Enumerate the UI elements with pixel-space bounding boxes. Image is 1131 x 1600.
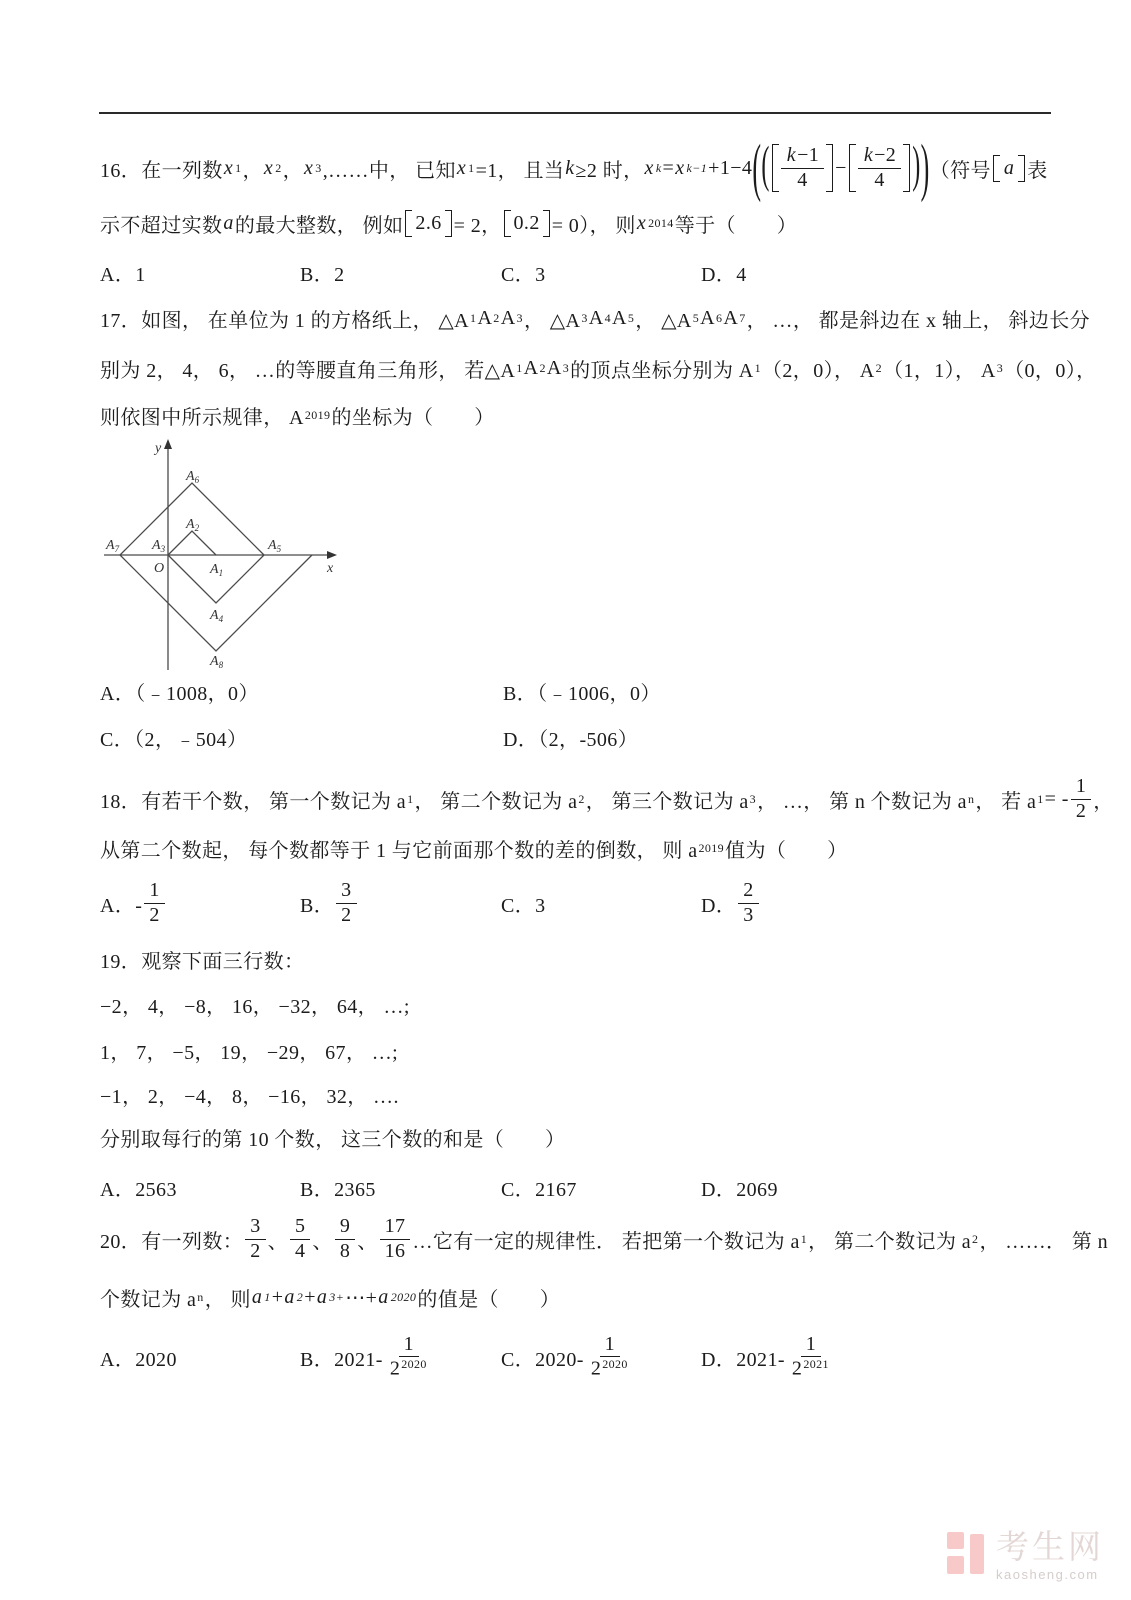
point-label-a7: $A_7$ <box>106 538 120 554</box>
question-16-line-1: 16．在一列数 x 1 ， x 2 ， x 3 ,……中， 已知 x 1 =1， 且当 k ≥2 时， x k = x k−1 +1−4 ( ( $\frac{k-1}{4}$ − $\frac{k-2}{4}$ ) ) （符号 a 表 <box>100 131 1048 204</box>
q20-option-a: A．2020 <box>100 1348 177 1371</box>
q16-option-a: A．1 <box>100 263 146 286</box>
logo-mark-tiles <box>947 1532 984 1574</box>
q17-option-d: D．（2，-506） <box>503 728 639 751</box>
question-19-options <box>100 1166 778 1208</box>
question-19-sequence-row-3: −1， 2， −4， 8， −16， 32， …. <box>100 1085 399 1108</box>
q19-option-a: A．2563 <box>100 1178 177 1201</box>
watermark-site-name: 考生网 <box>996 1530 1104 1566</box>
x-axis-label: x <box>327 561 334 576</box>
question-18-line-1: 18．有若干个数， 第一个数记为 a 1 ， 第二个数记为 a 2 ， 第三个数记为 a 3 ， …， 第 n 个数记为 a n ， 若 a 1 = - $\frac{1}{2}$ ， <box>100 774 1114 822</box>
q16-option-d: D．4 <box>701 263 747 286</box>
q19-option-c: C．2167 <box>501 1178 577 1201</box>
q19-option-b: B．2365 <box>300 1178 376 1201</box>
watermark-text <box>996 1531 1104 1582</box>
q18-option-c: C．3 <box>501 894 546 917</box>
top-divider <box>99 112 1051 114</box>
question-17-line-3: 则依图中所示规律， A 2019 的坐标为（ ） <box>100 406 495 429</box>
point-label-a1: $A_1$ <box>210 562 224 578</box>
question-19-sequence-row-2: 1， 7， −5， 19， −29， 67， …; <box>100 1041 399 1064</box>
question-19-line-1: 19．观察下面三行数： <box>100 950 305 973</box>
q20-option-c: C．2020- $\frac{1}{2^{2020}}$ <box>501 1332 628 1380</box>
question-20-line-1: 20．有一列数： $\frac{3}{2}$ 、 $\frac{5}{4}$ 、 $\frac{9}{8}$ 、 $\frac{17}{16}$ …它有一定的规律性． 若把第一个数记为 a 1 ， 第二个数记为 a 2 ， ……． 第 n <box>100 1214 1109 1262</box>
point-label-a5: $A_5$ <box>268 538 282 554</box>
y-axis-label: y <box>155 441 162 456</box>
question-16-options <box>100 251 747 293</box>
question-18-line-2: 从第二个数起， 每个数都等于 1 与它前面那个数的差的倒数， 则 a 2019 值为（ ） <box>100 839 848 862</box>
question-16-line-2: 示不超过实数 a 的最大整数， 例如 2.6 = 2， 0.2 = 0）， 则 x 2014 等于（ ） <box>100 211 798 237</box>
point-label-a6: $A_6$ <box>186 469 200 485</box>
q17-option-b: B．（﹣1006，0） <box>503 682 661 705</box>
q18-option-d: D． $\frac{2}{3}$ <box>701 871 761 935</box>
q17-option-a: A．（﹣1008，0） <box>100 682 259 705</box>
origin-label: O <box>154 561 165 576</box>
q20-option-b: B．2021- $\frac{1}{2^{2020}}$ <box>300 1332 427 1380</box>
question-18-options <box>100 871 761 935</box>
question-20-line-2: 个数记为 a n ， 则 a 1 + a 2 + a 3+ ⋯+ a 2020 的值是（ ） <box>100 1285 561 1311</box>
kaosheng-logo-icon <box>946 1531 986 1579</box>
question-20-options <box>100 1325 837 1389</box>
question-19-sequence-row-1: −2， 4， −8， 16， −32， 64， …; <box>100 995 410 1018</box>
point-label-a8: $A_8$ <box>210 654 224 670</box>
watermark-site-url: kaosheng.com <box>996 1567 1099 1583</box>
q20-option-d: D．2021- $\frac{1}{2^{2021}}$ <box>701 1332 829 1380</box>
q18-option-b: B． $\frac{3}{2}$ <box>300 871 501 935</box>
q16-option-c: C．3 <box>501 263 546 286</box>
question-17-line-1: 17．如图， 在单位为 1 的方格纸上， △A 1 A 2 A 3 ， △A 3 A 4 A 5 ， △A 5 A 6 A 7 ， …， 都是斜边在 x 轴上， 斜边长分 <box>100 306 1091 332</box>
point-label-a4: $A_4$ <box>210 608 224 624</box>
question-17-options-row-1 <box>100 670 661 712</box>
coordinate-figure <box>102 436 344 674</box>
x-axis-arrow <box>327 551 337 559</box>
point-label-a2: $A_2$ <box>186 517 200 533</box>
q18-option-a: A．- $\frac{1}{2}$ <box>100 871 300 935</box>
q17-option-c: C．（2，﹣504） <box>100 728 248 751</box>
question-17-options-row-2 <box>100 716 638 758</box>
y-axis-arrow <box>164 439 172 449</box>
kaosheng-watermark <box>946 1531 1104 1582</box>
question-19-line-5: 分别取每行的第 10 个数， 这三个数的和是（ ） <box>100 1128 566 1151</box>
q19-option-d: D．2069 <box>701 1178 778 1201</box>
point-label-a3: $A_3$ <box>152 538 166 554</box>
q16-option-b: B．2 <box>300 263 345 286</box>
question-17-line-2: 别为 2， 4， 6， …的等腰直角三角形， 若△A 1 A 2 A 3 的顶点坐标分别为 A 1 （2，0）， A 2 （1，1）， A 3 （0，0）， <box>100 356 1097 382</box>
triangle-a1a2a3 <box>168 531 216 555</box>
